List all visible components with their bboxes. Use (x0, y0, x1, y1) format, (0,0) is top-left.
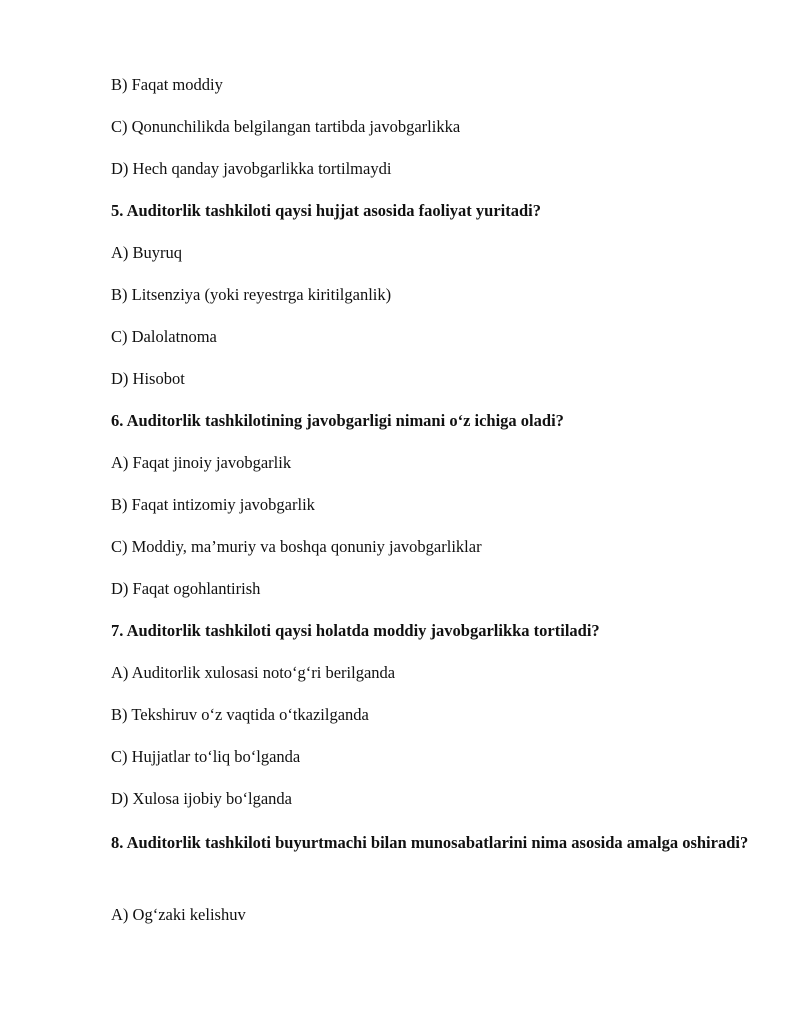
q7-option-d: D) Xulosa ijobiy bo‘lganda (111, 789, 293, 808)
q6-option-a: A) Faqat jinoiy javobgarlik (111, 453, 292, 472)
q5-option-a: A) Buyruq (111, 243, 183, 262)
q5-option-b: B) Litsenziya (yoki reyestrga kiritilganlik) (111, 285, 392, 304)
q4-option-c: C) Qonunchilikda belgilangan tartibda javobgarlikka (111, 117, 461, 136)
q4-option-b: B) Faqat moddiy (111, 75, 223, 94)
q5-option-d: D) Hisobot (111, 369, 185, 388)
q6-option-b: B) Faqat intizomiy javobgarlik (111, 495, 315, 514)
q6-option-c: C) Moddiy, ma’muriy va boshqa qonuniy javobgarliklar (111, 537, 482, 556)
q8-question: 8. Auditorlik tashkiloti buyurtmachi bilan munosabatlarini nima asosida amalga oshiradi? (111, 833, 749, 852)
q6-question: 6. Auditorlik tashkilotining javobgarligi nimani o‘z ichiga oladi? (111, 411, 564, 430)
q7-option-a: A) Auditorlik xulosasi noto‘g‘ri berilganda (111, 663, 396, 682)
q7-question: 7. Auditorlik tashkiloti qaysi holatda moddiy javobgarlikka tortiladi? (111, 621, 600, 640)
q6-option-d: D) Faqat ogohlantirish (111, 579, 261, 598)
q5-question: 5. Auditorlik tashkiloti qaysi hujjat asosida faoliyat yuritadi? (111, 201, 541, 220)
q4-option-d: D) Hech qanday javobgarlikka tortilmaydi (111, 159, 392, 178)
q7-option-c: C) Hujjatlar to‘liq bo‘lganda (111, 747, 301, 766)
q7-option-b: B) Tekshiruv o‘z vaqtida o‘tkazilganda (111, 705, 369, 724)
q8-option-a: A) Og‘zaki kelishuv (111, 905, 246, 924)
q5-option-c: C) Dalolatnoma (111, 327, 217, 346)
